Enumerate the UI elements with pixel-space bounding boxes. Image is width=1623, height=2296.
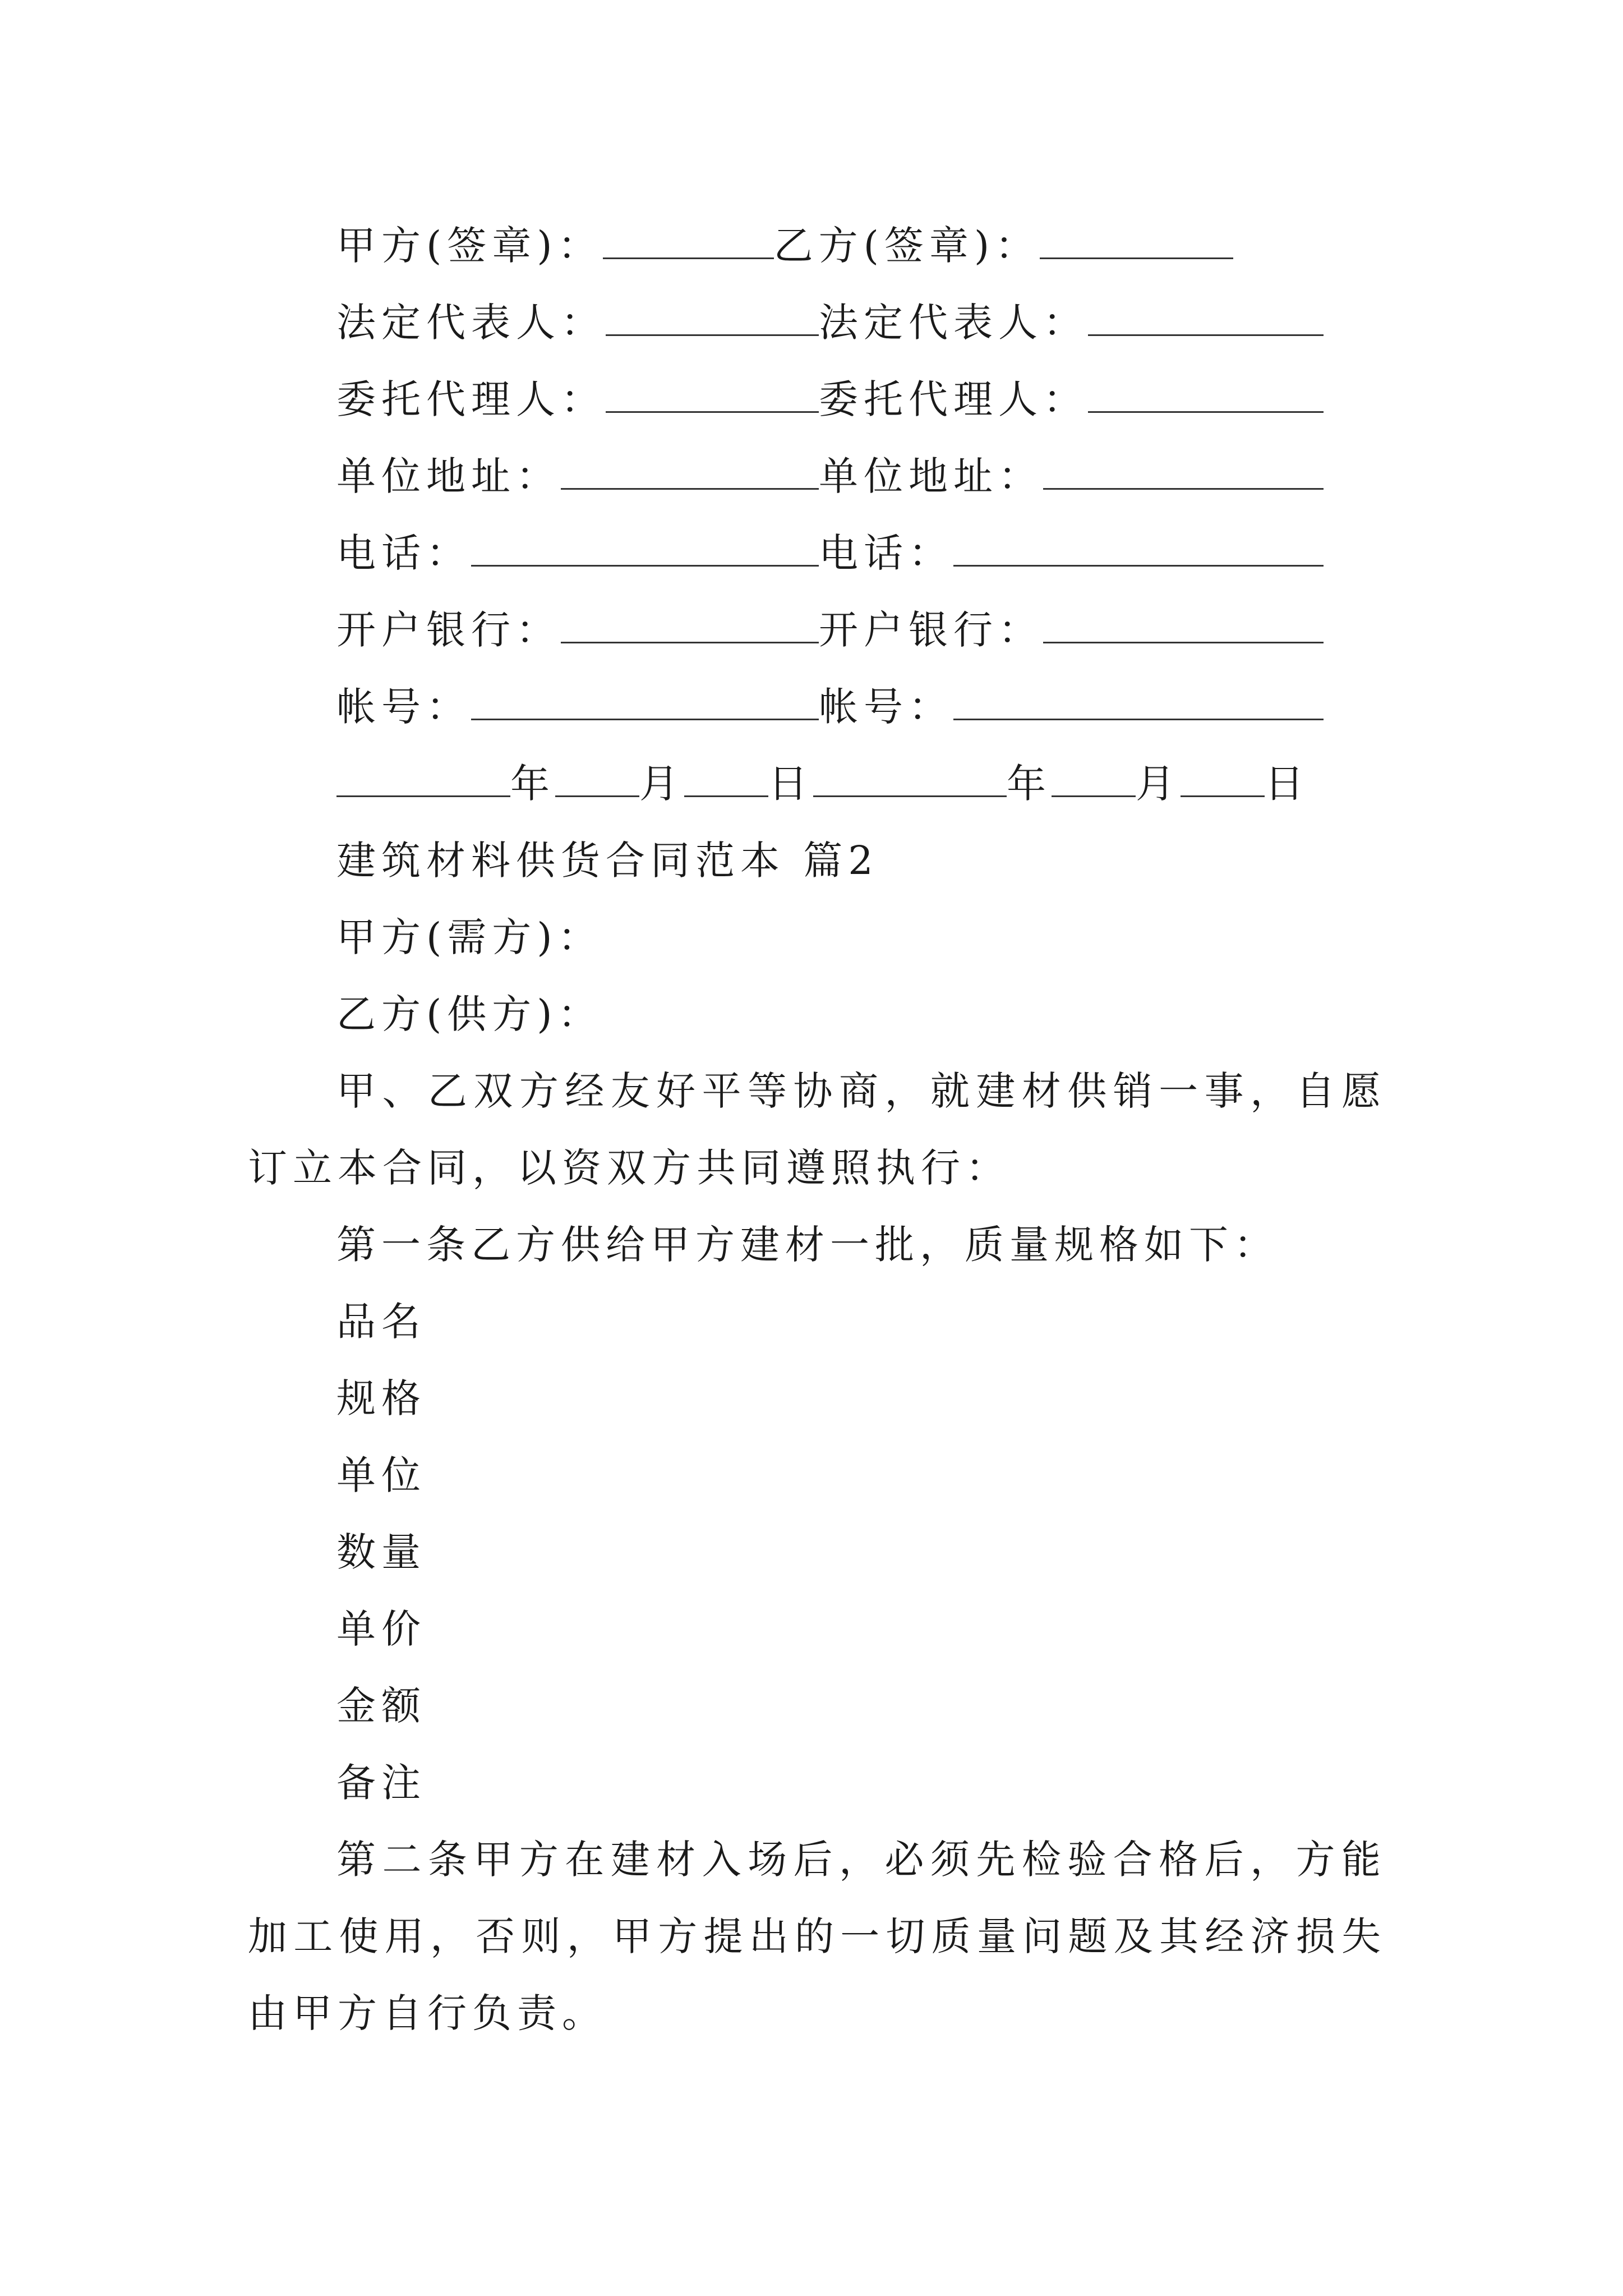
party-b-year-label: 年 [1007, 761, 1052, 807]
party-b-account-blank [953, 718, 1324, 720]
party-a-buyer: 甲方(需方)： [336, 914, 603, 960]
signature-row-legal-rep [336, 300, 1324, 346]
party-a-day-blank [684, 795, 768, 797]
signature-row-agent [336, 376, 1324, 422]
party-a-phone-label: 电话： [336, 530, 471, 576]
spec-item: 备注 [336, 1760, 426, 1806]
party-b-month-blank [1052, 795, 1136, 797]
spec-item: 品名 [336, 1299, 426, 1345]
article-1: 第一条乙方供给甲方建材一批，质量规格如下： [336, 1222, 1279, 1268]
signature-row-phone [336, 530, 1324, 576]
party-b-address-label: 单位地址： [819, 453, 1043, 499]
party-a-address-blank [561, 487, 819, 490]
spec-item: 数量 [336, 1529, 426, 1575]
party-a-account-label: 帐号： [336, 684, 471, 730]
party-b-day-label: 日 [1265, 761, 1310, 807]
signature-row-bank [336, 607, 1324, 653]
party-a-year-blank [336, 795, 510, 797]
party-a-month-blank [555, 795, 639, 797]
spec-item: 规格 [336, 1375, 426, 1421]
signature-row-address [336, 453, 1324, 499]
date-row [336, 761, 1310, 807]
party-a-bank-blank [561, 641, 819, 643]
party-a-agent-blank [606, 411, 819, 413]
party-b-phone-blank [953, 564, 1324, 567]
party-b-bank-label: 开户银行： [819, 607, 1043, 653]
article-2-paragraph: 第二条甲方在建材入场后，必须先检验合格后，方能加工使用，否则，甲方提出的一切质量问题及其经济损失由甲方自行负责。 [248, 1837, 1386, 2036]
party-b-month-label: 月 [1136, 761, 1181, 807]
party-a-seal-blank [603, 257, 774, 259]
party-a-seal-label: 甲方(签章)： [336, 223, 603, 269]
spec-item: 单位 [336, 1452, 426, 1498]
party-a-legal-rep-label: 法定代表人： [336, 300, 606, 346]
section-title: 建筑材料供货合同范本 篇2 [336, 838, 879, 884]
party-a-bank-label: 开户银行： [336, 607, 561, 653]
signature-row-account [336, 684, 1324, 730]
party-a-address-label: 单位地址： [336, 453, 561, 499]
party-a-account-blank [471, 718, 819, 720]
intro-paragraph: 甲、乙双方经友好平等协商，就建材供销一事，自愿订立本合同，以资双方共同遵照执行： [248, 1068, 1386, 1191]
spec-item: 单价 [336, 1606, 426, 1652]
party-b-seal-label: 乙方(签章)： [773, 223, 1040, 269]
party-a-year-label: 年 [510, 761, 555, 807]
party-b-supplier: 乙方(供方)： [336, 991, 603, 1037]
party-b-day-blank [1181, 795, 1265, 797]
party-a-day-label: 日 [768, 761, 813, 807]
party-b-agent-label: 委托代理人： [819, 376, 1088, 422]
party-b-seal-blank [1040, 257, 1233, 259]
party-b-phone-label: 电话： [819, 530, 953, 576]
party-a-agent-label: 委托代理人： [336, 376, 606, 422]
party-a-legal-rep-blank [606, 334, 819, 336]
party-b-address-blank [1043, 487, 1324, 490]
party-a-month-label: 月 [639, 761, 684, 807]
party-b-year-blank [813, 795, 1007, 797]
signature-row-seal [336, 223, 1233, 269]
party-b-legal-rep-label: 法定代表人： [819, 300, 1088, 346]
party-b-legal-rep-blank [1088, 334, 1324, 336]
party-a-phone-blank [471, 564, 819, 567]
party-b-account-label: 帐号： [819, 684, 953, 730]
party-b-agent-blank [1088, 411, 1324, 413]
party-b-bank-blank [1043, 641, 1324, 643]
spec-item: 金额 [336, 1683, 426, 1729]
